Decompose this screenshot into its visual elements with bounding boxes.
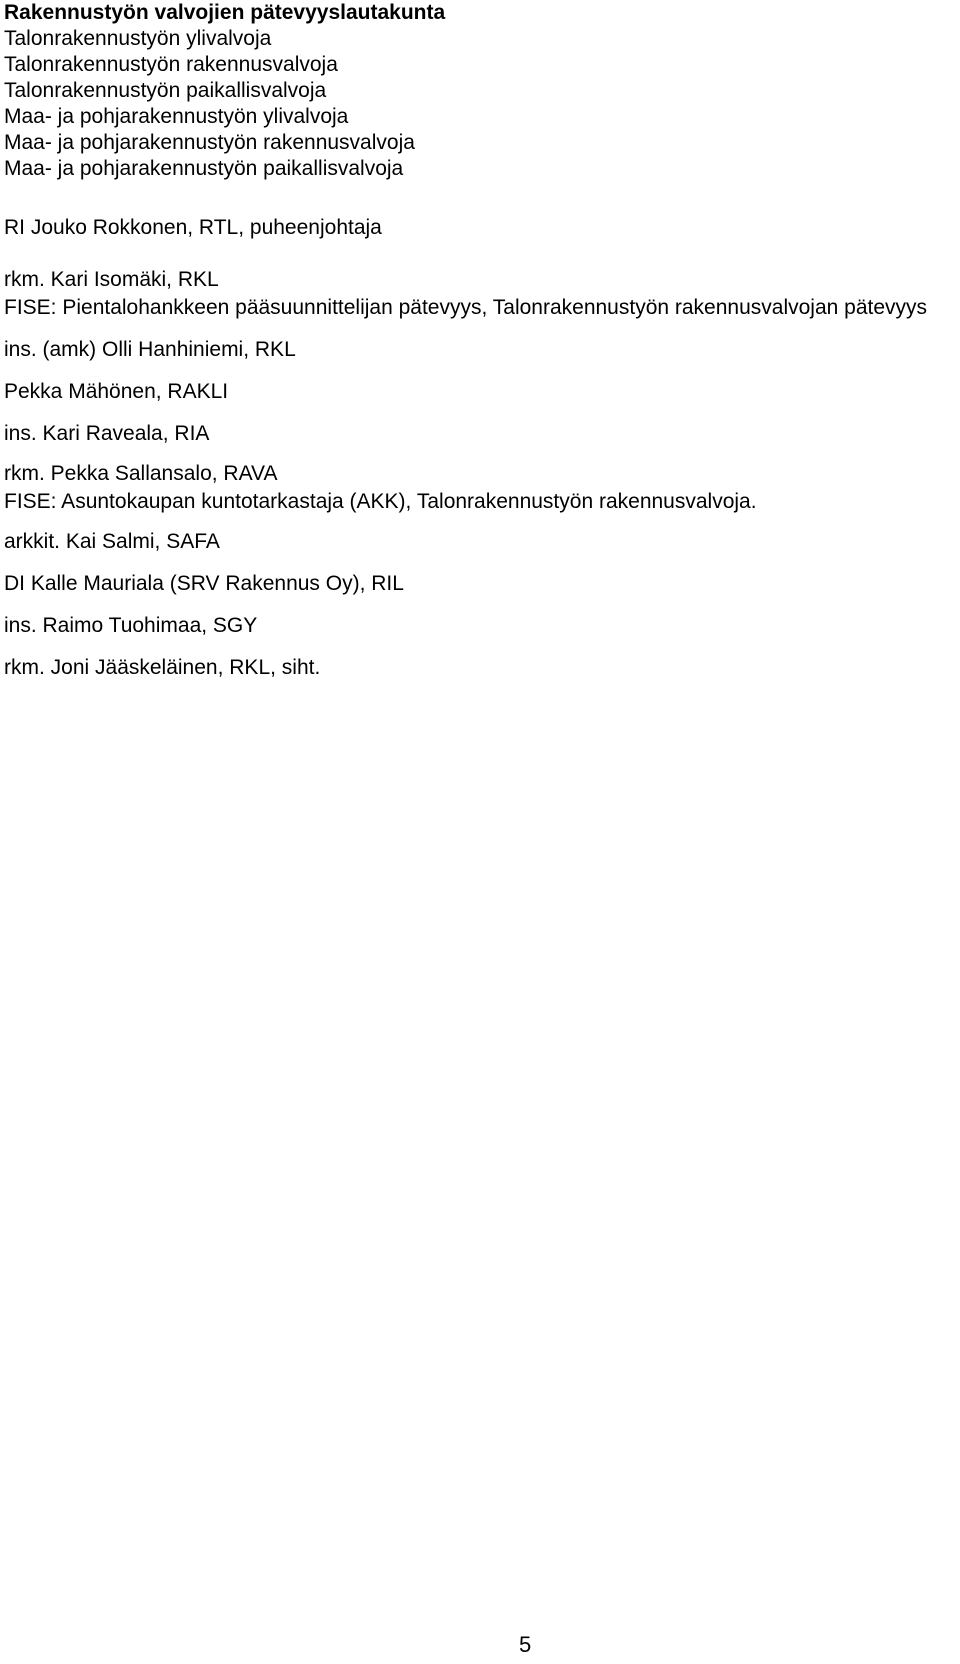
member-name: rkm. Joni Jääskeläinen, RKL, siht. <box>4 656 321 679</box>
member-name: ins. Kari Raveala, RIA <box>4 422 210 445</box>
scope-line-6: Maa- ja pohjarakennustyön paikallisvalvoja <box>4 157 404 180</box>
member-entry <box>4 336 954 364</box>
member-entry <box>4 378 954 406</box>
member-name: ins. (amk) Olli Hanhiniemi, RKL <box>4 338 296 361</box>
document-title: Rakennustyön valvojien pätevyyslautakunta <box>4 1 446 24</box>
chair-person: RI Jouko Rokkonen, RTL, puheenjohtaja <box>4 216 382 239</box>
member-entry <box>4 528 954 556</box>
member-entry <box>4 420 954 448</box>
page-number: 5 <box>519 1632 532 1657</box>
member-name: rkm. Kari Isomäki, RKL <box>4 268 219 291</box>
member-name: ins. Raimo Tuohimaa, SGY <box>4 614 258 637</box>
document-page <box>4 0 954 682</box>
scope-line-4: Maa- ja pohjarakennustyön ylivalvoja <box>4 105 349 128</box>
member-note: FISE: Asuntokaupan kuntotarkastaja (AKK), Talonrakennustyön rakennusvalvoja. <box>4 490 757 513</box>
member-name: arkkit. Kai Salmi, SAFA <box>4 530 220 553</box>
scope-line-1: Talonrakennustyön ylivalvoja <box>4 27 272 50</box>
member-entry <box>4 654 954 682</box>
member-note: FISE: Pientalohankkeen pääsuunnittelijan pätevyys, Talonrakennustyön rakennusvalvojan pätevyys <box>4 296 928 319</box>
scope-line-5: Maa- ja pohjarakennustyön rakennusvalvoja <box>4 131 415 154</box>
member-entry <box>4 266 954 322</box>
member-name: Pekka Mähönen, RAKLI <box>4 380 229 403</box>
member-name: DI Kalle Mauriala (SRV Rakennus Oy), RIL <box>4 572 404 595</box>
member-entry <box>4 460 954 516</box>
member-entry <box>4 612 954 640</box>
scope-line-3: Talonrakennustyön paikallisvalvoja <box>4 79 327 102</box>
member-name: rkm. Pekka Sallansalo, RAVA <box>4 462 278 485</box>
scope-line-2: Talonrakennustyön rakennusvalvoja <box>4 53 338 76</box>
member-entry <box>4 570 954 598</box>
